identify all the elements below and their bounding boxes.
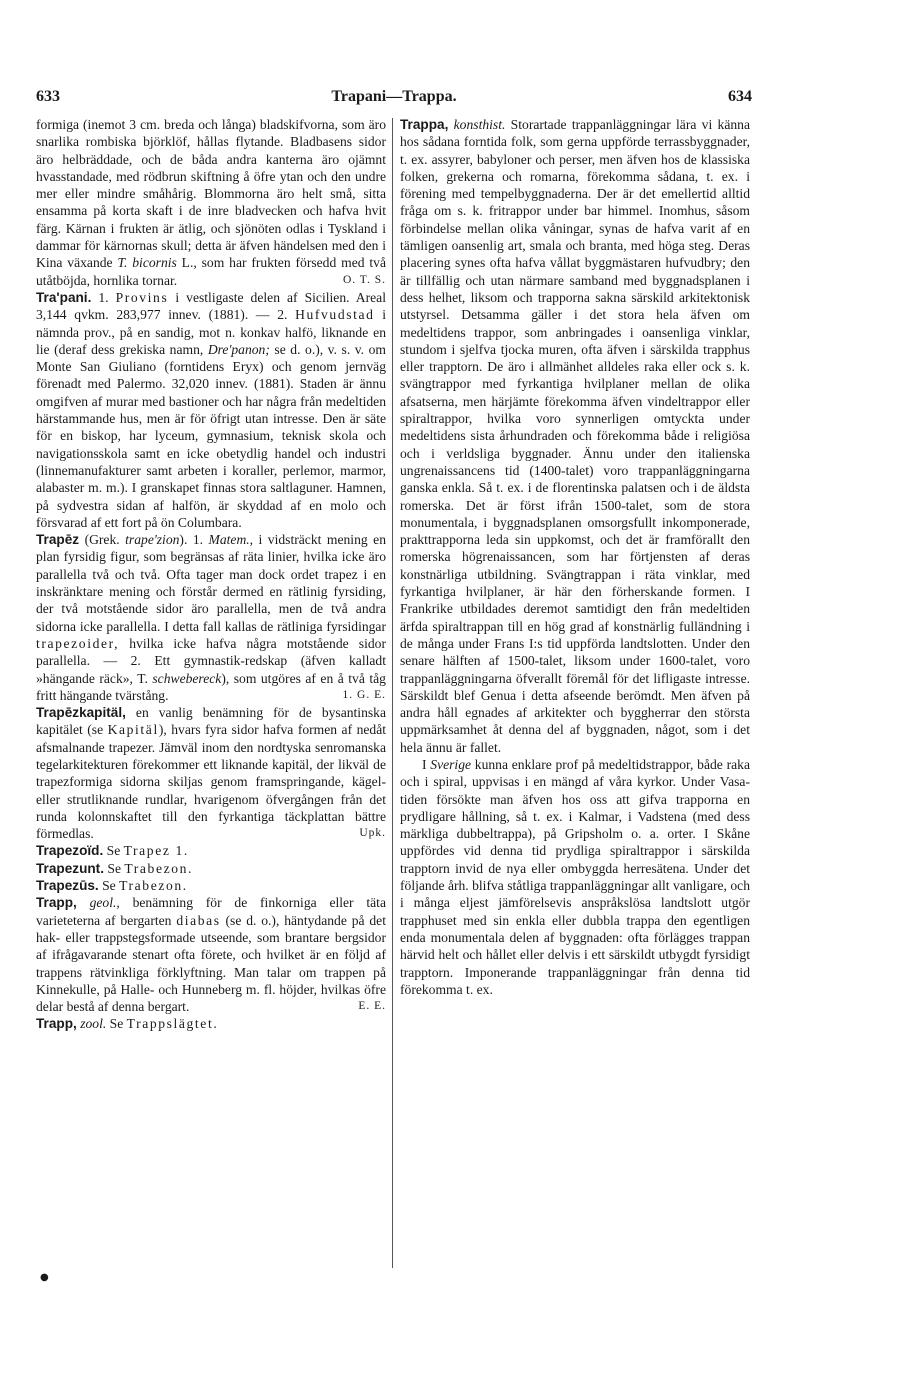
- author-signature: Upk.: [359, 827, 386, 840]
- headword: Tra'pani.: [36, 289, 92, 305]
- running-header: [36, 88, 752, 108]
- running-title: Trapani—Trappa.: [331, 88, 457, 105]
- author-signature: 1. G. E.: [342, 688, 386, 701]
- left-column: [36, 116, 386, 1033]
- headword: Trapēz: [36, 532, 80, 548]
- column-divider: [392, 118, 393, 1268]
- headword: Trapp,: [36, 895, 77, 911]
- headword: Trapezūs.: [36, 878, 99, 894]
- entry-trapani: Tra'pani. 1. Provins i vestligaste delen af Sicilien. Areal 3,144 qvkm. 283,977 innev. (1881). — 2. Hufvudstad i nämnda prov., på en sandig, mot n. konkav halfö, liknande en lie (deraf dess grekiska namn, Dre'panon; se d. o.), v. s. v. om Monte San Giuliano (forntidens Eryx) och genom jernväg förenadt med Palermo. 32,020 innev. (1881). Staden är ännu omgifven af murar med bastioner och har några från medeltiden härstammande hus, men är för öfrigt utan intresse. Den är säte för en biskop, har lyceum, gymnasium, teknisk skola och navigationsskola samt en icke obetydlig handel och industri (linnemanufakturer samt arbeten i koraller, perlemor, marmor, alabaster m. m.). I granskapet finnas stora saltlaguner. Hamnen, på sydvestra sidan af halfön, är skyddad af en molo och försvarad af ett fort på ön Columbara.: [36, 289, 386, 530]
- entry-trapezus: Trapezūs. Se Trabezon.: [36, 878, 188, 894]
- right-column: [400, 116, 750, 998]
- entry-trappa: Trappa, konsthist. Storartade trappanläggningar lära vi känna hos sådana forntida folk, som gerna uppförde terrassbyggnader, t. ex. assyrer, babyloner och perser, men äfven hos de klassiska folken, grekerna och romarna, förekomma sådana, t. ex. i förening med tempelbyggnaderna. Der är det emellertid alltid fråga om s. k. fritrappor under bar himmel. Inomhus, såsom förbindelse mellan olika våningar, synas de hafva varit af en tämligen oansenlig art, smala och branta, med höga steg. Deras placering synes ofta hafva vållat byggmästaren hufvudbry; den är tillfällig och utan närmare samband med byggnadsplanen i dess helhet, liksom och trapporna sakna särskild arkitektonisk utstyrsel. Detsamma gäller i det stora hela äfven om medeltidens trappor, som anbringades i oansenliga vinklar, stundom i sjelfva tjocka muren, ofta äfven i särskilda trapphus eller trapptorn. De äro i allmänhet alldeles raka eller ock s. k. svängtrappor med fyrkantiga hvilplaner mellan de olika afsatserna, men härjämte förekomma äfven vindeltrappor eller spiraltrappor, hvilka voro synnerligen omtyckta under medeltidens sista århundraden och förekomma både i religiösa och i verldsliga byggnader. Ännu under den italienska ungrenaissancens tid (1400-talet) voro trappanläggningarna ganska enkla. Så t. ex. i de florentinska palatsen och i de äldsta romerska. Det är först ifrån 1500-talet, som de stora monumentala, i byggnadsplanen omsorgsfullt inkomponerade, prakttrapporna leda sin uppkomst, och det är framförallt den romerska högrenaissancen, som har förtjensten af deras konstnärliga utbildning. Svängtrappan i räta vinklar, med fyrkantiga hvilplaner, är här den förherskande formen. I Frankrike utbildades deremot samtidigt den från medeltiden ärfda spiraltrappan till en hög grad af konstnärlig fulländning i de många under Frans I:s tid uppförda landtslotten. Under den senare hälften af 1500-talet, liksom under 1600-talet, voro trappanläggningarna öfverallt föremål för det lifligaste intresse. Särskildt blef Genua i detta afseende berömdt. Men äfven på andra håll egnades af arkitekter och byggherrar den största uppmärksamhet åt denna del af byggnaden, något, som i det hela ännu är fallet.: [400, 117, 750, 755]
- author-signature: E. E.: [358, 1000, 386, 1013]
- author-signature: O. T. S.: [342, 273, 386, 286]
- entry-trappa-sverige: I Sverige kunna enklare prof på medeltidstrappor, både raka och i spiral, uppvisas i en mängd af våra kyrkor. Under Vasa-tiden försökte man äfven hos oss att gifva trapporna en prydligare hållning, så t. ex. i Kalmar, i Vadstena (med dess märkliga dubbeltrappa), på Gripsholm o. a. orter. I Skåne uppfördes vid denna tid prydliga spiraltrappor i särskilda trapptorn invid de nya eller ombyggda herresätena. Under det följande årh. blifva ståtliga trappanläggningar allt vanligare, och i många eljest jämförelsevis anspråkslösa landtslott utgör trapphuset med sin enkla eller dubbla trappa den egentligen enda monumentala delen af byggnaden: ofta förlägges trappan härvid helt och hållet eller delvis i ett särskildt utbygdt fyrsidigt trapptorn. Imponerande trappanläggningar från denna tid förekomma t. ex.: [400, 756, 750, 997]
- entry-trapez: Trapēz (Grek. trape'zion). 1. Matem., i vidsträckt mening en plan fyrsidig figur, som begränsas af räta linier, hvilka icke äro parallella två och två. Ofta tager man dock ordet trapez i en inskränktare mening och förstår dermed en rätlinig fyrsiding, der två motstående sidor äro parallella, men de två andra sidorna icke parallella. I detta fall kallas de rätliniga fyrsidingar trapezoider, hvilka icke hafva några motstående sidor parallella. — 2. Ett gymnastik-redskap (äfven kalladt »hängande räck», T. schwebereck), som utgöres af en å två tåg fritt hängande tvärstång. 1. G. E.: [36, 532, 386, 703]
- page-number-left: 633: [36, 88, 60, 105]
- entry-trapezoid: Trapezoïd. Se Trapez 1.: [36, 843, 189, 859]
- headword: Trapēzkapitäl,: [36, 705, 126, 721]
- headword: Trapp,: [36, 1016, 77, 1032]
- entry-trapp-geol: Trapp, geol., benämning för de finkorniga eller täta varieteterna af bergarten diabas (se d. o.), häntydande på det hak- eller trappstegsformade utseende, som brantare bergsidor af ifrågavarande stenart ofta förete, och hvilket är en följd af trappens rätvinkliga förklyftning. Man talar om trappen på Kinnekulle, på Halle- och Hunneberg m. fl. höjder, hvilkas öfre delar bestå af denna bergart. E. E.: [36, 895, 386, 1015]
- entry-trapezkapital: Trapēzkapitäl, en vanlig benämning för de bysantinska kapitälet (se Kapitäl), hvars fyra sidor hafva formen af nedåt afsmalnande trapezer. Jämväl inom den nordtyska senromanska tegelarkitekturen förekommer ett liknande kapitäl, der likväl de trapezformiga sidorna skiljas genom framspringande, kägel- eller strutliknande rundlar, hvarigenom öfvergången från det runda kolonnskaftet till den fyrkantiga täckplattan bättre förmedlas. Upk.: [36, 705, 387, 842]
- headword: Trapezunt.: [36, 860, 104, 876]
- printer-mark-icon: ●: [40, 1272, 49, 1283]
- headword: Trapezoïd.: [36, 843, 104, 859]
- headword: Trappa,: [400, 117, 449, 132]
- page-number-right: 634: [728, 88, 752, 105]
- entry-trapezunt: Trapezunt. Se Trabezon.: [36, 860, 194, 876]
- entry-trapp-zool: Trapp, zool. Se Trappslägtet.: [36, 1016, 219, 1032]
- entry-trapa-continuation: formiga (inemot 3 cm. breda och långa) bladskifvorna, som äro snarlika rombiska björklöf, hållas flytande. Bladbasens sidor äro helbräddade, och de båda andra kanterna äro ojämnt hvasstandade, med rödbrun skiftning å öfre ytan och den undre mer eller mindre småhårig. Blommorna äro helt små, sitta ensamma på korta skaft i de inre bladvecken och hafva hvit färg. Kärnan i frukten är ätlig, och sjönöten odlas i Tyskland i dammar för kärnornas skull; detta är äfven händelsen med den i Kina växande T. bicornis L., som har frukten försedd med två utåtböjda, hornlika tornar. O. T. S.: [36, 117, 386, 288]
